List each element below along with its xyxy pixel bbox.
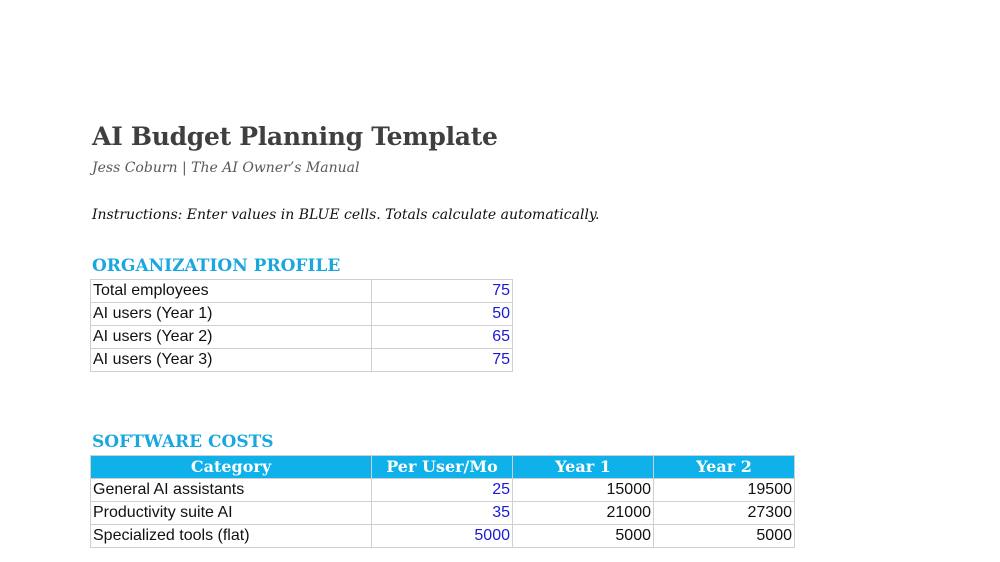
column-header-category: Category xyxy=(91,456,372,479)
org-profile-value-cell[interactable]: 50 xyxy=(372,303,513,326)
table-row xyxy=(91,525,795,548)
per-user-cell[interactable]: 35 xyxy=(372,502,513,525)
org-profile-table xyxy=(90,279,513,372)
org-profile-value-cell[interactable]: 75 xyxy=(372,280,513,303)
year2-cell: 19500 xyxy=(654,479,795,502)
org-profile-label: Total employees xyxy=(91,280,372,303)
instructions-text: Instructions: Enter values in BLUE cells. Totals calculate automatically. xyxy=(92,207,600,223)
software-costs-heading: SOFTWARE COSTS xyxy=(92,432,274,452)
year2-cell: 5000 xyxy=(654,525,795,548)
column-header-year2: Year 2 xyxy=(654,456,795,479)
table-row xyxy=(91,303,513,326)
column-header-year1: Year 1 xyxy=(513,456,654,479)
document-title: AI Budget Planning Template xyxy=(92,122,498,151)
org-profile-label: AI users (Year 2) xyxy=(91,326,372,349)
table-row xyxy=(91,479,795,502)
org-profile-value-cell[interactable]: 75 xyxy=(372,349,513,372)
software-costs-table xyxy=(90,455,795,548)
column-header-per-user: Per User/Mo xyxy=(372,456,513,479)
category-cell: General AI assistants xyxy=(91,479,372,502)
category-cell: Productivity suite AI xyxy=(91,502,372,525)
org-profile-value-cell[interactable]: 65 xyxy=(372,326,513,349)
year1-cell: 15000 xyxy=(513,479,654,502)
org-profile-label: AI users (Year 3) xyxy=(91,349,372,372)
org-profile-label: AI users (Year 1) xyxy=(91,303,372,326)
per-user-cell[interactable]: 5000 xyxy=(372,525,513,548)
year1-cell: 21000 xyxy=(513,502,654,525)
table-header-row xyxy=(91,456,795,479)
org-profile-heading: ORGANIZATION PROFILE xyxy=(92,256,341,276)
year1-cell: 5000 xyxy=(513,525,654,548)
document-page xyxy=(92,120,972,544)
per-user-cell[interactable]: 25 xyxy=(372,479,513,502)
document-subtitle: Jess Coburn | The AI Owner’s Manual xyxy=(92,160,360,176)
category-cell: Specialized tools (flat) xyxy=(91,525,372,548)
table-row xyxy=(91,280,513,303)
table-row xyxy=(91,326,513,349)
table-row xyxy=(91,502,795,525)
year2-cell: 27300 xyxy=(654,502,795,525)
table-row xyxy=(91,349,513,372)
